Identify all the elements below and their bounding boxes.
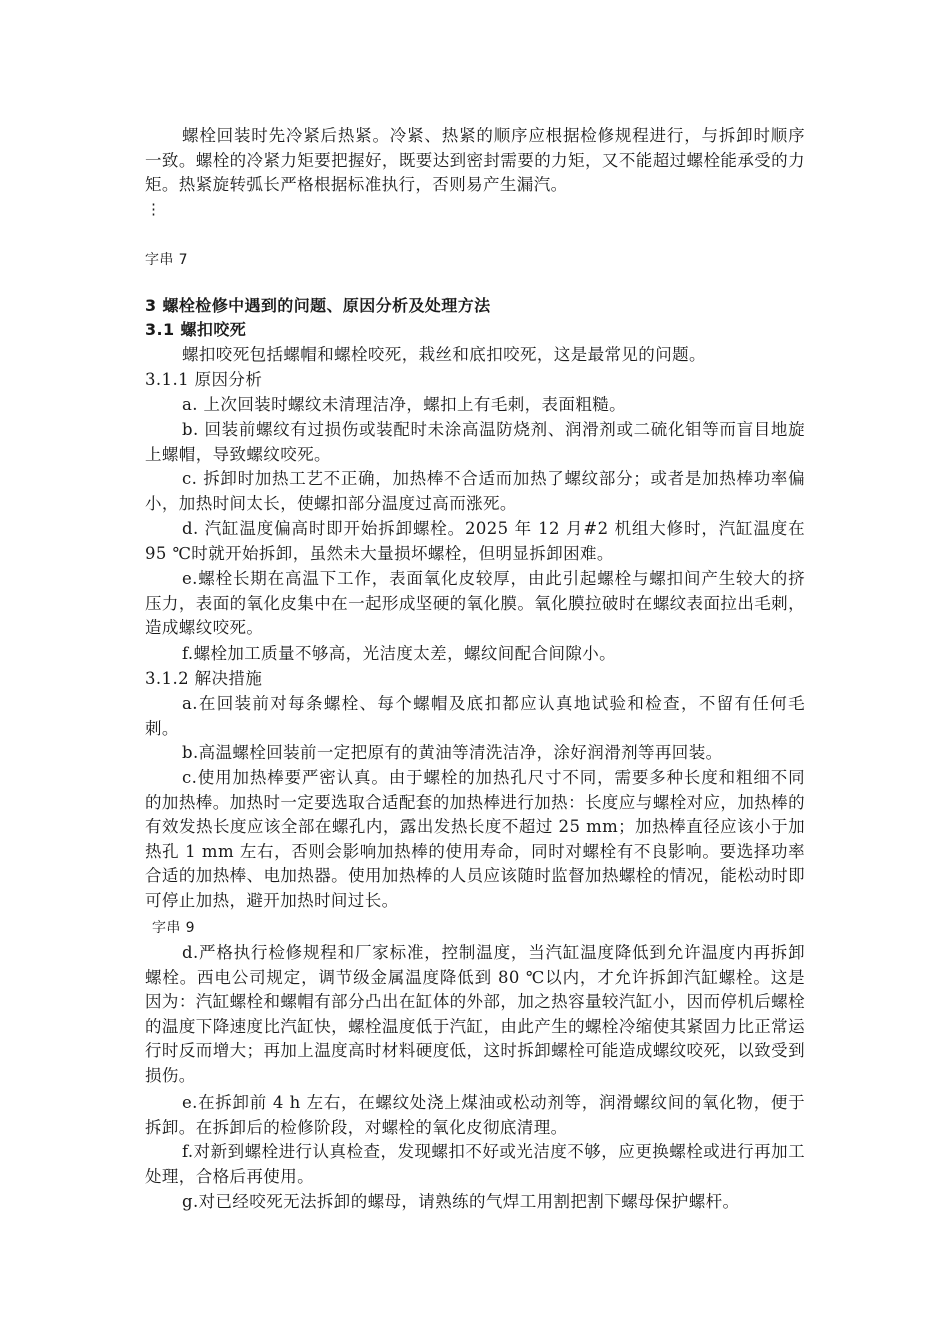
string-marker-7: 字串 7 <box>145 252 188 268</box>
string-marker-9: 字串 9 <box>152 920 195 936</box>
paragraph-3-1-2-f: f.对新到螺栓进行认真检查，发现螺扣不好或光洁度不够，应更换螺栓或进行再加工处理，合格后再使用。 <box>145 1142 805 1186</box>
paragraph-3-1-1-c: c. 拆卸时加热工艺不正确，加热棒不合适而加热了螺纹部分；或者是加热棒功率偏小，加热时间太长，使螺扣部分温度过高而涨死。 <box>145 469 805 513</box>
paragraph-3-1-2-b: b.高温螺栓回装前一定把原有的黄油等清洗洁净，涂好润滑剂等再回装。 <box>182 743 723 762</box>
paragraph-3-1-1-d: d. 汽缸温度偏高时即开始拆卸螺栓。2025 年 12 月#2 机组大修时，汽缸温度在 95 ℃时就开始拆卸，虽然未大量损坏螺栓，但明显拆卸困难。 <box>145 519 805 563</box>
vertical-ellipsis: ⋮ <box>146 200 161 218</box>
paragraph-3-1-2-c: c.使用加热棒要严密认真。由于螺栓的加热孔尺寸不同，需要多种长度和粗细不同的加热棒。加热时一定要选取合适配套的加热棒进行加热：长度应与螺栓对应，加热棒的有效发热长度应该全部在螺孔内，露出发热长度不超过 25 mm；加热棒直径应该小于加热孔 1 mm 左右，否则会影响加热棒的使用寿命，同时对螺栓有不良影响。要选择功率合适的加热棒、电加热器。使用加热棒的人员应该随时监督加热螺栓的情况，能松动时即可停止加热，避开加热时间过长。 <box>145 768 805 910</box>
section-3-1-heading: 3.1 螺扣咬死 <box>145 320 247 339</box>
paragraph-3-1-1-f: f.螺栓加工质量不够高，光洁度太差，螺纹间配合间隙小。 <box>182 644 617 663</box>
paragraph-3-1-1-b: b. 回装前螺纹有过损伤或装配时未涂高温防烧剂、润滑剂或二硫化钼等而盲目地旋上螺帽，导致螺纹咬死。 <box>145 420 805 464</box>
paragraph-3-1-intro: 螺扣咬死包括螺帽和螺栓咬死，栽丝和底扣咬死，这是最常见的问题。 <box>182 345 706 364</box>
paragraph-3-1-2-e: e.在拆卸前 4 h 左右，在螺纹处浇上煤油或松动剂等，润滑螺纹间的氧化物，便于拆卸。在拆卸后的检修阶段，对螺栓的氧化皮彻底清理。 <box>145 1093 805 1137</box>
paragraph-3-1-1-a: a. 上次回装时螺纹未清理洁净，螺扣上有毛刺，表面粗糙。 <box>182 395 627 414</box>
paragraph-3-1-1-e: e.螺栓长期在高温下工作，表面氧化皮较厚，由此引起螺栓与螺扣间产生较大的挤压力，表面的氧化皮集中在一起形成坚硬的氧化膜。氧化膜拉破时在螺纹表面拉出毛刺，造成螺纹咬死。 <box>145 569 805 637</box>
section-3-1-2-heading: 3.1.2 解决措施 <box>145 669 263 688</box>
paragraph-3-1-2-g: g.对已经咬死无法拆卸的螺母，请熟练的气焊工用割把割下螺母保护螺杆。 <box>182 1192 740 1211</box>
paragraph-bolt-reassembly: 螺栓回装时先冷紧后热紧。冷紧、热紧的顺序应根据检修规程进行，与拆卸时顺序一致。螺栓的冷紧力矩要把握好，既要达到密封需要的力矩，又不能超过螺栓能承受的力矩。热紧旋转弧长严格根据标准执行，否则易产生漏汽。 <box>145 126 805 194</box>
section-3-heading: 3 螺栓检修中遇到的问题、原因分析及处理方法 <box>145 296 491 315</box>
paragraph-3-1-2-d: d.严格执行检修规程和厂家标准，控制温度，当汽缸温度降低到允许温度内再拆卸螺栓。西电公司规定，调节级金属温度降低到 80 ℃以内，才允许拆卸汽缸螺栓。这是因为：汽缸螺栓和螺帽有部分凸出在缸体的外部，加之热容量较汽缸小，因而停机后螺栓的温度下降速度比汽缸快，螺栓温度低于汽缸，由此产生的螺栓冷缩使其紧固力比正常运行时反而增大；再加上温度高时材料硬度低，这时拆卸螺栓可能造成螺纹咬死，以致受到损伤。 <box>145 943 805 1085</box>
section-3-1-1-heading: 3.1.1 原因分析 <box>145 370 263 389</box>
paragraph-3-1-2-a: a.在回装前对每条螺栓、每个螺帽及底扣都应认真地试验和检查，不留有任何毛刺。 <box>145 694 805 738</box>
